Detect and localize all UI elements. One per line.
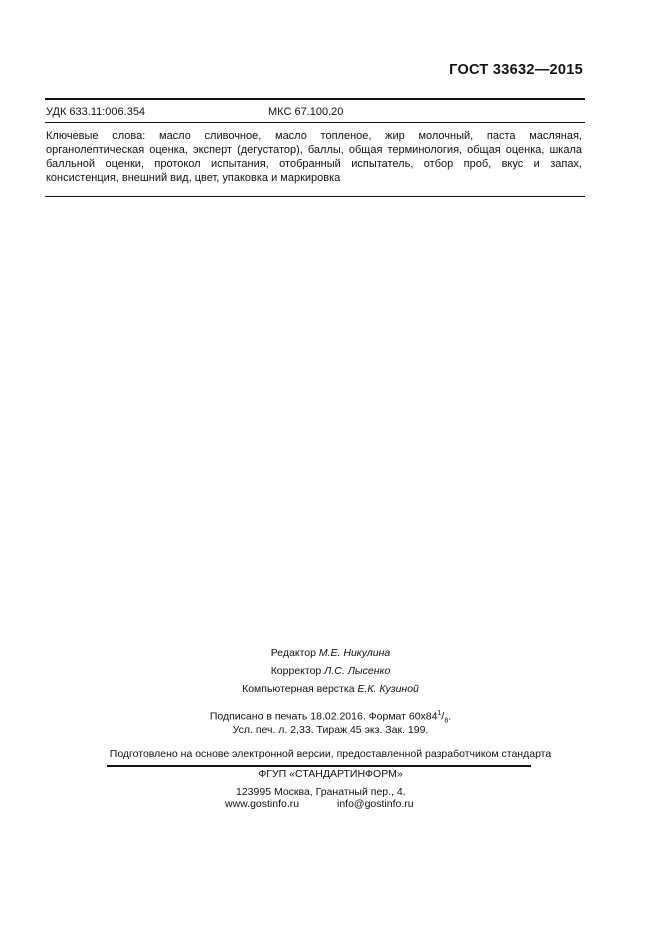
layout-name: Е.К. Кузиной	[357, 683, 419, 695]
corrector-name: Л.С. Лысенко	[324, 665, 391, 677]
publisher-divider	[107, 765, 531, 767]
classification-divider	[45, 122, 585, 123]
corrector-label: Корректор	[270, 665, 322, 677]
layout-line	[0, 683, 661, 695]
udk-code: УДК 633.11:006.354	[46, 106, 146, 118]
standard-number: ГОСТ 33632—2015	[449, 62, 583, 78]
header-divider	[45, 98, 585, 100]
publisher-email[interactable]: info@gostinfo.ru	[337, 798, 414, 810]
print-info-line: Усл. печ. л. 2,33. Тираж 45 экз. Зак. 199.	[232, 724, 429, 736]
prepared-note: Подготовлено на основе электронной версии, предоставленной разработчиком стандарта	[109, 748, 552, 760]
signed-line: Подписано в печать 18.02.2016. Формат $60x84^1/_8$.	[209, 710, 452, 725]
layout-label: Компьютерная верстка	[242, 683, 355, 695]
publisher-address: 123995 Москва, Гранатный пер., 4.	[236, 786, 406, 798]
keywords-divider	[45, 196, 585, 197]
keywords-paragraph: Ключевые слова: масло сливочное, масло топленое, жир молочный, паста масляная, органолептическая оценка, эксперт (дегустатор), баллы, общая терминология, общая оценка, шкала балльной оценки, протокол испытания, отобранный испытатель, отбор проб, вкус и запах, консистенция, внешний вид, цвет, упаковка и маркировка	[46, 130, 582, 184]
format-numerator: 1	[437, 710, 442, 717]
editor-label: Редактор	[270, 647, 316, 659]
publisher-website[interactable]: www.gostinfo.ru	[225, 798, 300, 810]
corrector-line	[0, 665, 661, 677]
signed-text: Подписано в печать 18.02.2016. Формат 60x84	[209, 710, 438, 723]
format-denominator: 8	[444, 717, 449, 725]
editor-name: М.Е. Никулина	[318, 647, 391, 659]
publisher-name: ФГУП «СТАНДАРТИНФОРМ»	[258, 768, 403, 780]
editor-line	[0, 647, 661, 659]
mks-code: МКС 67.100.20	[268, 106, 344, 118]
